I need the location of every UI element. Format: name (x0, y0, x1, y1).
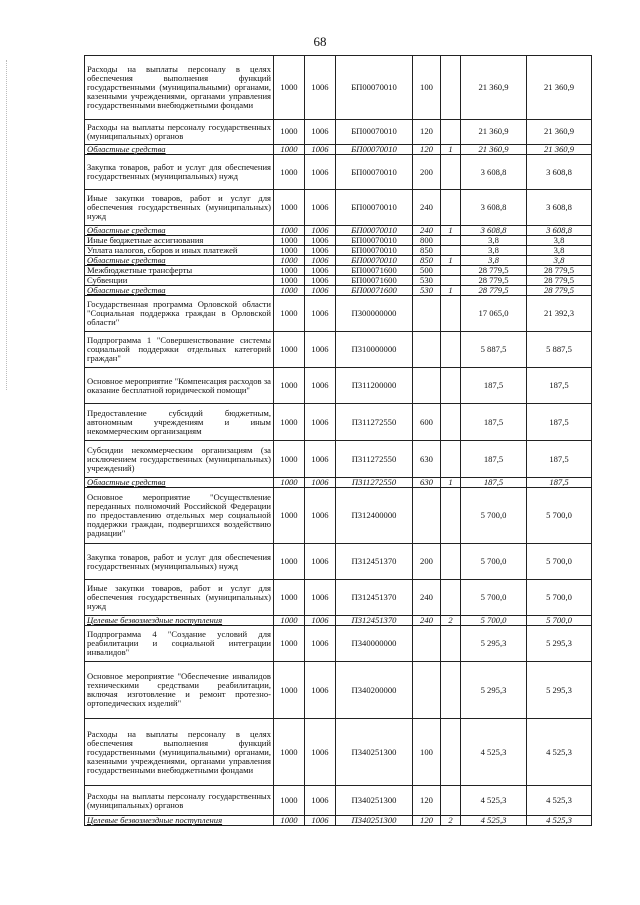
cell-amount-2: 28 779,5 (527, 266, 592, 276)
cell-section: 1000 (274, 190, 305, 226)
budget-table (84, 55, 592, 826)
budget-table-body (85, 56, 592, 826)
table-row (85, 246, 592, 256)
cell-funding-source (441, 626, 461, 662)
cell-section: 1000 (274, 236, 305, 246)
cell-expense-type: 850 (413, 256, 441, 266)
cell-section: 1000 (274, 544, 305, 580)
cell-target-article: БП00070010 (336, 236, 413, 246)
cell-name: Субвенции (85, 276, 274, 286)
cell-section: 1000 (274, 719, 305, 786)
cell-expense-type: 120 (413, 145, 441, 155)
cell-subsection: 1006 (305, 786, 336, 816)
cell-name: Областные средства (85, 226, 274, 236)
cell-amount-1: 3,8 (461, 246, 527, 256)
cell-funding-source: 1 (441, 286, 461, 296)
cell-expense-type (413, 662, 441, 719)
cell-target-article: П340000000 (336, 626, 413, 662)
table-row (85, 404, 592, 441)
cell-amount-2: 21 360,9 (527, 56, 592, 120)
cell-subsection: 1006 (305, 368, 336, 404)
cell-amount-1: 4 525,3 (461, 719, 527, 786)
cell-subsection: 1006 (305, 276, 336, 286)
cell-section: 1000 (274, 246, 305, 256)
cell-section: 1000 (274, 626, 305, 662)
cell-amount-2: 3,8 (527, 236, 592, 246)
cell-section: 1000 (274, 286, 305, 296)
table-row (85, 616, 592, 626)
cell-section: 1000 (274, 816, 305, 826)
cell-name: Областные средства (85, 286, 274, 296)
cell-expense-type: 630 (413, 478, 441, 488)
cell-expense-type: 530 (413, 286, 441, 296)
cell-amount-2: 3 608,8 (527, 226, 592, 236)
cell-amount-2: 5 295,3 (527, 626, 592, 662)
cell-name: Основное мероприятие "Осуществление переданных полномочий Российской Федерации по предоставлению отдельных мер социальной поддержки граждан, подвергшихся воздействию радиации" (85, 488, 274, 544)
cell-expense-type (413, 332, 441, 368)
cell-subsection: 1006 (305, 266, 336, 276)
cell-amount-1: 5 700,0 (461, 544, 527, 580)
cell-amount-2: 5 700,0 (527, 544, 592, 580)
cell-amount-1: 21 360,9 (461, 120, 527, 145)
cell-target-article: П340251300 (336, 719, 413, 786)
cell-expense-type: 630 (413, 441, 441, 478)
cell-funding-source (441, 544, 461, 580)
cell-amount-1: 5 700,0 (461, 580, 527, 616)
cell-amount-1: 3 608,8 (461, 190, 527, 226)
cell-name: Субсидии некоммерческим организациям (за исключением государственных (муниципальных) учреждений) (85, 441, 274, 478)
cell-expense-type: 800 (413, 236, 441, 246)
cell-amount-2: 3 608,8 (527, 190, 592, 226)
cell-expense-type: 200 (413, 544, 441, 580)
cell-expense-type: 120 (413, 120, 441, 145)
cell-amount-2: 21 360,9 (527, 145, 592, 155)
cell-target-article: БП00070010 (336, 120, 413, 145)
cell-name: Иные бюджетные ассигнования (85, 236, 274, 246)
table-row (85, 266, 592, 276)
cell-amount-1: 3 608,8 (461, 226, 527, 236)
cell-subsection: 1006 (305, 246, 336, 256)
cell-target-article: П300000000 (336, 296, 413, 332)
cell-name: Государственная программа Орловской области "Социальная поддержка граждан в Орловской области" (85, 296, 274, 332)
cell-section: 1000 (274, 226, 305, 236)
cell-expense-type: 100 (413, 719, 441, 786)
cell-target-article: П311272550 (336, 404, 413, 441)
cell-funding-source: 1 (441, 226, 461, 236)
cell-subsection: 1006 (305, 120, 336, 145)
cell-name: Целевые безвозмездные поступления (85, 816, 274, 826)
cell-amount-2: 4 525,3 (527, 719, 592, 786)
cell-funding-source (441, 236, 461, 246)
cell-expense-type (413, 368, 441, 404)
cell-name: Областные средства (85, 256, 274, 266)
cell-target-article: БП00071600 (336, 266, 413, 276)
cell-subsection: 1006 (305, 56, 336, 120)
cell-subsection: 1006 (305, 332, 336, 368)
cell-name: Иные закупки товаров, работ и услуг для обеспечения государственных (муниципальных) нужд (85, 580, 274, 616)
table-row (85, 441, 592, 478)
cell-target-article: БП00071600 (336, 276, 413, 286)
cell-amount-2: 3,8 (527, 246, 592, 256)
cell-name: Закупка товаров, работ и услуг для обеспечения государственных (муниципальных) нужд (85, 155, 274, 190)
cell-amount-1: 187,5 (461, 478, 527, 488)
cell-amount-2: 4 525,3 (527, 786, 592, 816)
cell-section: 1000 (274, 662, 305, 719)
cell-funding-source (441, 719, 461, 786)
table-row (85, 296, 592, 332)
cell-name: Иные закупки товаров, работ и услуг для обеспечения государственных (муниципальных) нужд (85, 190, 274, 226)
cell-target-article: БП00070010 (336, 190, 413, 226)
cell-name: Основное мероприятие "Обеспечение инвалидов техническими средствами реабилитации, включая изготовление и ремонт протезно-ортопедических изделий" (85, 662, 274, 719)
cell-subsection: 1006 (305, 478, 336, 488)
cell-expense-type (413, 488, 441, 544)
cell-funding-source: 2 (441, 816, 461, 826)
table-row (85, 662, 592, 719)
cell-expense-type: 240 (413, 190, 441, 226)
cell-name: Областные средства (85, 145, 274, 155)
cell-section: 1000 (274, 786, 305, 816)
cell-amount-1: 21 360,9 (461, 145, 527, 155)
cell-amount-2: 187,5 (527, 478, 592, 488)
cell-target-article: БП00070010 (336, 246, 413, 256)
table-row (85, 626, 592, 662)
table-row (85, 816, 592, 826)
cell-expense-type: 240 (413, 226, 441, 236)
table-row (85, 786, 592, 816)
cell-subsection: 1006 (305, 544, 336, 580)
cell-amount-2: 5 700,0 (527, 488, 592, 544)
cell-expense-type: 200 (413, 155, 441, 190)
cell-section: 1000 (274, 616, 305, 626)
cell-name: Подпрограмма 4 "Создание условий для реабилитации и социальной интеграции инвалидов" (85, 626, 274, 662)
table-row (85, 276, 592, 286)
cell-section: 1000 (274, 276, 305, 286)
cell-target-article: БП00071600 (336, 286, 413, 296)
cell-target-article: П312451370 (336, 544, 413, 580)
cell-target-article: БП00070010 (336, 155, 413, 190)
cell-funding-source (441, 404, 461, 441)
cell-subsection: 1006 (305, 662, 336, 719)
cell-section: 1000 (274, 266, 305, 276)
cell-amount-1: 5 887,5 (461, 332, 527, 368)
cell-subsection: 1006 (305, 719, 336, 786)
cell-expense-type: 600 (413, 404, 441, 441)
cell-section: 1000 (274, 256, 305, 266)
cell-target-article: БП00070010 (336, 256, 413, 266)
cell-section: 1000 (274, 478, 305, 488)
cell-subsection: 1006 (305, 616, 336, 626)
cell-subsection: 1006 (305, 190, 336, 226)
cell-section: 1000 (274, 441, 305, 478)
cell-section: 1000 (274, 332, 305, 368)
cell-name: Основное мероприятие "Компенсация расходов за оказание бесплатной юридической помощи" (85, 368, 274, 404)
cell-amount-2: 5 700,0 (527, 580, 592, 616)
cell-subsection: 1006 (305, 404, 336, 441)
cell-name: Областные средства (85, 478, 274, 488)
cell-funding-source: 1 (441, 478, 461, 488)
cell-amount-1: 3 608,8 (461, 155, 527, 190)
cell-subsection: 1006 (305, 145, 336, 155)
cell-section: 1000 (274, 155, 305, 190)
cell-name: Расходы на выплаты персоналу государственных (муниципальных) органов (85, 120, 274, 145)
cell-amount-2: 187,5 (527, 368, 592, 404)
cell-amount-1: 4 525,3 (461, 816, 527, 826)
table-row (85, 478, 592, 488)
cell-amount-1: 21 360,9 (461, 56, 527, 120)
cell-section: 1000 (274, 56, 305, 120)
cell-expense-type: 530 (413, 276, 441, 286)
cell-funding-source (441, 276, 461, 286)
cell-amount-2: 187,5 (527, 404, 592, 441)
cell-funding-source (441, 120, 461, 145)
cell-subsection: 1006 (305, 286, 336, 296)
cell-funding-source (441, 332, 461, 368)
cell-amount-1: 28 779,5 (461, 276, 527, 286)
cell-subsection: 1006 (305, 226, 336, 236)
cell-target-article: П311272550 (336, 441, 413, 478)
cell-amount-2: 5 295,3 (527, 662, 592, 719)
cell-name: Подпрограмма 1 "Совершенствование системы социальной поддержки отдельных категорий граждан" (85, 332, 274, 368)
cell-name: Уплата налогов, сборов и иных платежей (85, 246, 274, 256)
cell-funding-source: 2 (441, 616, 461, 626)
cell-section: 1000 (274, 488, 305, 544)
cell-expense-type: 850 (413, 246, 441, 256)
cell-target-article: БП00070010 (336, 145, 413, 155)
cell-amount-2: 28 779,5 (527, 286, 592, 296)
cell-subsection: 1006 (305, 236, 336, 246)
cell-section: 1000 (274, 296, 305, 332)
cell-amount-1: 5 295,3 (461, 662, 527, 719)
cell-amount-2: 5 887,5 (527, 332, 592, 368)
binding-margin-marks (6, 60, 9, 390)
cell-amount-1: 5 700,0 (461, 488, 527, 544)
table-row (85, 368, 592, 404)
cell-subsection: 1006 (305, 256, 336, 266)
cell-expense-type: 100 (413, 56, 441, 120)
table-row (85, 256, 592, 266)
cell-expense-type (413, 296, 441, 332)
cell-amount-1: 3,8 (461, 236, 527, 246)
cell-subsection: 1006 (305, 488, 336, 544)
cell-name: Целевые безвозмездные поступления (85, 616, 274, 626)
cell-amount-1: 187,5 (461, 404, 527, 441)
cell-target-article: П340251300 (336, 816, 413, 826)
cell-target-article: П340200000 (336, 662, 413, 719)
table-row (85, 190, 592, 226)
table-row (85, 488, 592, 544)
table-row (85, 226, 592, 236)
cell-funding-source (441, 441, 461, 478)
cell-amount-2: 21 360,9 (527, 120, 592, 145)
cell-target-article: П340251300 (336, 786, 413, 816)
cell-expense-type: 240 (413, 580, 441, 616)
cell-funding-source (441, 488, 461, 544)
table-row (85, 145, 592, 155)
cell-funding-source (441, 296, 461, 332)
page-number: 68 (313, 34, 327, 49)
cell-funding-source (441, 580, 461, 616)
cell-amount-2: 28 779,5 (527, 276, 592, 286)
cell-name: Закупка товаров, работ и услуг для обеспечения государственных (муниципальных) нужд (85, 544, 274, 580)
cell-target-article: БП00070010 (336, 56, 413, 120)
cell-subsection: 1006 (305, 626, 336, 662)
cell-amount-1: 3,8 (461, 256, 527, 266)
cell-amount-1: 187,5 (461, 441, 527, 478)
cell-amount-2: 5 700,0 (527, 616, 592, 626)
cell-target-article: П312400000 (336, 488, 413, 544)
table-row (85, 332, 592, 368)
cell-target-article: П312451370 (336, 616, 413, 626)
cell-subsection: 1006 (305, 816, 336, 826)
cell-expense-type: 120 (413, 786, 441, 816)
cell-expense-type: 240 (413, 616, 441, 626)
cell-subsection: 1006 (305, 441, 336, 478)
cell-expense-type: 500 (413, 266, 441, 276)
cell-amount-2: 3 608,8 (527, 155, 592, 190)
cell-funding-source (441, 266, 461, 276)
table-row (85, 544, 592, 580)
cell-section: 1000 (274, 368, 305, 404)
cell-section: 1000 (274, 404, 305, 441)
cell-subsection: 1006 (305, 155, 336, 190)
cell-target-article: П310000000 (336, 332, 413, 368)
cell-funding-source (441, 786, 461, 816)
table-row (85, 236, 592, 246)
cell-amount-1: 28 779,5 (461, 286, 527, 296)
cell-funding-source (441, 368, 461, 404)
cell-funding-source (441, 190, 461, 226)
cell-amount-1: 5 700,0 (461, 616, 527, 626)
table-row (85, 155, 592, 190)
cell-subsection: 1006 (305, 296, 336, 332)
cell-target-article: БП00070010 (336, 226, 413, 236)
cell-expense-type (413, 626, 441, 662)
cell-name: Предоставление субсидий бюджетным, автономным учреждениям и иным некоммерческим организациям (85, 404, 274, 441)
cell-amount-1: 17 065,0 (461, 296, 527, 332)
cell-funding-source (441, 56, 461, 120)
cell-amount-1: 5 295,3 (461, 626, 527, 662)
cell-funding-source: 1 (441, 256, 461, 266)
cell-name: Расходы на выплаты персоналу в целях обеспечения выполнения функций государственными (муниципальными) органами, казенными учреждениями, органами управления государственными внебюджетными фондами (85, 719, 274, 786)
cell-section: 1000 (274, 580, 305, 616)
cell-funding-source (441, 155, 461, 190)
cell-amount-2: 4 525,3 (527, 816, 592, 826)
cell-target-article: П312451370 (336, 580, 413, 616)
cell-amount-2: 21 392,3 (527, 296, 592, 332)
cell-amount-2: 187,5 (527, 441, 592, 478)
cell-amount-2: 3,8 (527, 256, 592, 266)
table-row (85, 286, 592, 296)
cell-name: Межбюджетные трансферты (85, 266, 274, 276)
cell-name: Расходы на выплаты персоналу государственных (муниципальных) органов (85, 786, 274, 816)
cell-section: 1000 (274, 145, 305, 155)
cell-section: 1000 (274, 120, 305, 145)
cell-funding-source (441, 662, 461, 719)
cell-target-article: П311200000 (336, 368, 413, 404)
table-row (85, 580, 592, 616)
cell-name: Расходы на выплаты персоналу в целях обеспечения выполнения функций государственными (муниципальными) органами, казенными учреждениями, органами управления государственными внебюджетными фондами (85, 56, 274, 120)
cell-subsection: 1006 (305, 580, 336, 616)
cell-funding-source: 1 (441, 145, 461, 155)
cell-amount-1: 28 779,5 (461, 266, 527, 276)
cell-amount-1: 187,5 (461, 368, 527, 404)
cell-target-article: П311272550 (336, 478, 413, 488)
table-row (85, 120, 592, 145)
cell-funding-source (441, 246, 461, 256)
cell-amount-1: 4 525,3 (461, 786, 527, 816)
table-row (85, 719, 592, 786)
cell-expense-type: 120 (413, 816, 441, 826)
table-row (85, 56, 592, 120)
